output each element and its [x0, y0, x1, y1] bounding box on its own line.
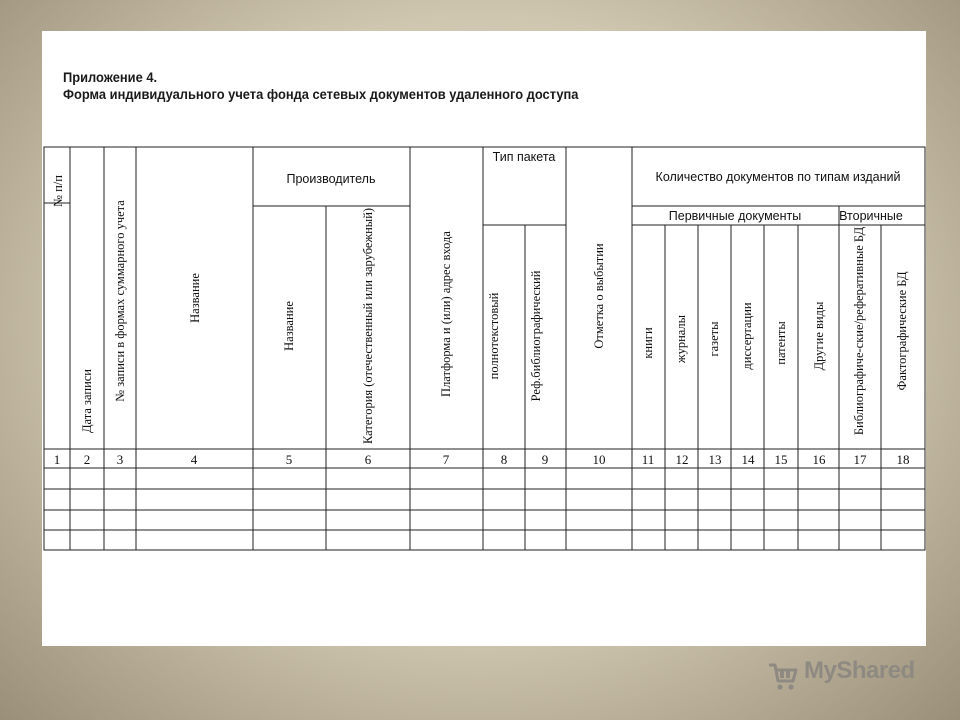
header-col3-record-number: № записи в формах суммарного учета — [113, 200, 127, 402]
header-col7-platform: Платформа и (или) адрес входа — [439, 231, 453, 397]
header-col1-number: № п/п — [51, 175, 65, 207]
watermark-brand-text: MyShared — [804, 657, 915, 684]
column-number-2: 2 — [83, 452, 91, 467]
header-col6-category: Категория (отечественный или зарубежный) — [361, 207, 375, 445]
header-col13-newspapers: газеты — [707, 321, 721, 357]
column-number-9: 9 — [541, 452, 549, 467]
column-number-3: 3 — [116, 452, 124, 467]
header-col4-name: Название — [188, 273, 202, 323]
header-col10-withdrawal: Отметка о выбытии — [592, 243, 606, 349]
header-col12-journals: журналы — [674, 314, 688, 364]
header-col2-date: Дата записи — [80, 369, 94, 433]
myshared-watermark — [766, 655, 936, 695]
slide-page — [42, 31, 926, 646]
header-secondary-documents: Вторичные — [839, 209, 903, 223]
header-col16-other: Другие виды — [812, 301, 826, 371]
column-number-12: 12 — [675, 452, 689, 467]
column-number-4: 4 — [190, 452, 198, 467]
column-number-1: 1 — [53, 452, 61, 467]
header-col8-fulltext: полнотекстовый — [487, 292, 501, 380]
header-col14-dissertations: диссертации — [740, 302, 754, 370]
header-document-count: Количество документов по типам изданий — [655, 170, 901, 184]
header-primary-documents: Первичные документы — [668, 209, 802, 223]
column-number-13: 13 — [708, 452, 722, 467]
column-number-10: 10 — [592, 452, 606, 467]
table-grid — [44, 147, 925, 550]
accounting-form-table — [42, 31, 926, 646]
header-col17-bibliographic-db: Библиографиче-ские/реферативные БД — [852, 226, 866, 436]
column-number-8: 8 — [500, 452, 508, 467]
header-col9-bibliographic: Реф.библиографический — [529, 270, 543, 402]
column-number-11: 11 — [641, 452, 655, 467]
column-number-7: 7 — [442, 452, 450, 467]
header-col5-producer-name: Название — [282, 301, 296, 351]
header-col11-books: книги — [641, 327, 655, 359]
title-line-2: Форма индивидуального учета фонда сетевых документов удаленного доступа — [63, 86, 579, 102]
column-number-16: 16 — [812, 452, 826, 467]
column-number-6: 6 — [364, 452, 372, 467]
header-producer: Производитель — [286, 172, 376, 186]
header-package-type: Тип пакета — [492, 150, 556, 164]
cart-icon — [766, 659, 800, 693]
column-number-5: 5 — [285, 452, 293, 467]
header-col15-patents: патенты — [774, 321, 788, 365]
column-number-17: 17 — [853, 452, 867, 467]
column-number-15: 15 — [774, 452, 788, 467]
title-line-1: Приложение 4. — [63, 69, 158, 85]
header-col18-factographic-db: Фактографические БД — [895, 271, 909, 391]
column-number-14: 14 — [741, 452, 755, 467]
column-number-18: 18 — [896, 452, 910, 467]
